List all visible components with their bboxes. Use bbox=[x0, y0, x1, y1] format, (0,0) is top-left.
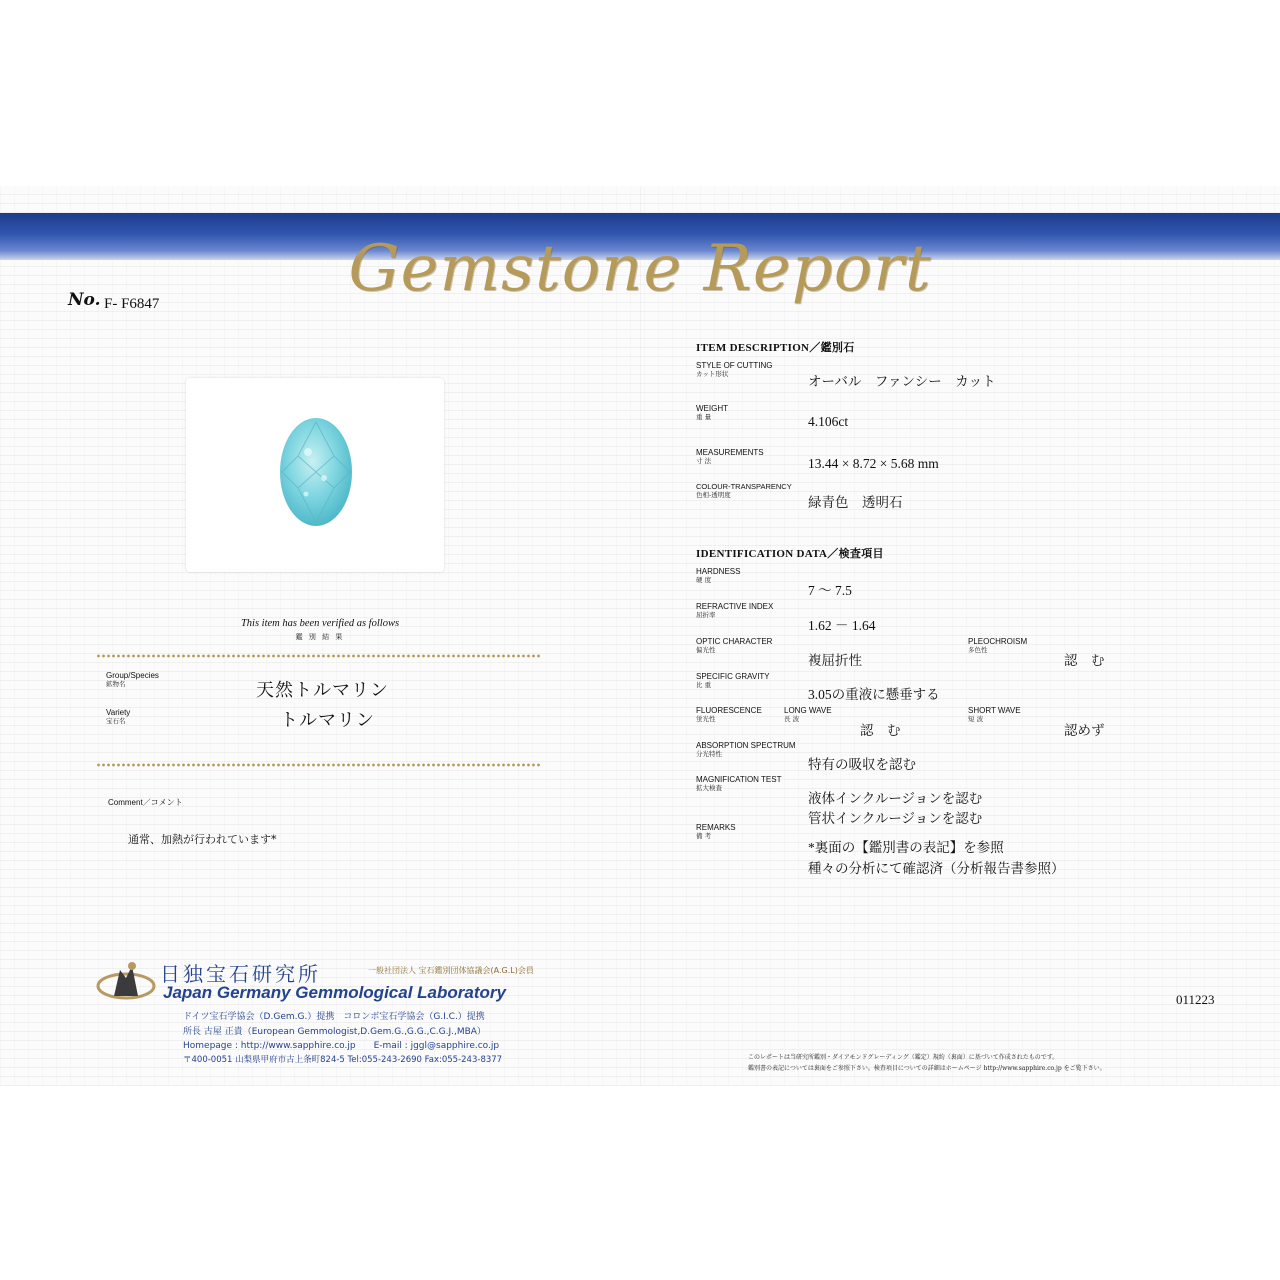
comment-value: 通常、加熱が行われています* bbox=[128, 833, 277, 846]
optic-label: OPTIC CHARACTER bbox=[696, 637, 773, 646]
long-wave-label-jp: 長 波 bbox=[784, 715, 800, 723]
lab-affiliation: ドイツ宝石学協会（D.Gem.G.）提携 コロンボ宝石学協会（G.I.C.）提携 bbox=[183, 1012, 485, 1022]
gravity-label-jp: 比 重 bbox=[696, 681, 712, 689]
weight-label: WEIGHT bbox=[696, 404, 728, 413]
verified-caption-jp: 鑑 別 結 果 bbox=[295, 633, 345, 641]
pleochroism-label-jp: 多色性 bbox=[968, 646, 988, 654]
hardness-value: 7 〜 7.5 bbox=[808, 583, 852, 598]
variety-value: トルマリン bbox=[280, 710, 375, 731]
remarks-label-jp: 備 考 bbox=[696, 832, 712, 840]
hardness-label-jp: 硬 度 bbox=[696, 576, 712, 584]
refractive-label-jp: 屈折率 bbox=[696, 611, 716, 619]
short-wave-value: 認めず bbox=[1064, 723, 1105, 738]
lab-name-en: Japan Germany Gemmological Laboratory bbox=[163, 983, 506, 1002]
fluorescence-label-jp: 蛍光性 bbox=[696, 715, 716, 723]
verified-caption: This item has been verified as follows bbox=[240, 618, 400, 629]
lab-logo-icon bbox=[96, 956, 156, 1006]
lab-contact: Homepage : http://www.sapphire.co.jp E-mail : jggl@sapphire.co.jp bbox=[183, 1041, 500, 1051]
pleochroism-value: 認 む bbox=[1064, 653, 1105, 668]
gemstone-image bbox=[278, 416, 354, 528]
gravity-label: SPECIFIC GRAVITY bbox=[696, 672, 770, 681]
item-description-title: ITEM DESCRIPTION／鑑別石 bbox=[696, 342, 855, 354]
short-wave-label-jp: 短 波 bbox=[968, 715, 984, 723]
long-wave-value: 認 む bbox=[860, 723, 901, 738]
refractive-value: 1.62 － 1.64 bbox=[808, 618, 876, 633]
magnification-value-2: 管状インクルージョンを認む bbox=[808, 811, 983, 826]
colour-label: COLOUR-TRANSPARENCY bbox=[696, 482, 792, 491]
fluorescence-label: FLUORESCENCE bbox=[696, 706, 762, 715]
pleochroism-label: PLEOCHROISM bbox=[968, 637, 1028, 646]
group-value: 天然トルマリン bbox=[256, 680, 389, 701]
optic-label-jp: 偏光性 bbox=[696, 646, 716, 654]
report-code: 011223 bbox=[1176, 992, 1215, 1007]
absorption-label: ABSORPTION SPECTRUM bbox=[696, 741, 796, 750]
comment-label: Comment／コメント bbox=[108, 798, 183, 807]
report-number: F- F6847 bbox=[104, 296, 160, 312]
group-label: Group/Species bbox=[106, 671, 159, 680]
remarks-value-1: *裏面の【鑑別書の表記】を参照 bbox=[808, 840, 1004, 855]
footer-note-2: 鑑別書の表記については裏面をご参照下さい。検査項目についての詳細はホームページ http://www.sapphire.co.jp をご覧下さい。 bbox=[748, 1065, 1106, 1072]
gemstone-photo bbox=[186, 378, 444, 572]
style-label-jp: カット形状 bbox=[696, 370, 729, 378]
magnification-label: MAGNIFICATION TEST bbox=[696, 775, 782, 784]
long-wave-label: LONG WAVE bbox=[784, 706, 832, 715]
remarks-label: REMARKS bbox=[696, 823, 736, 832]
magnification-value-1: 液体インクルージョンを認む bbox=[808, 791, 983, 806]
group-label-jp: 鉱物名 bbox=[106, 680, 126, 688]
lab-director: 所長 古屋 正貴（European Gemmologist,D.Gem.G.,G.G.,C.G.J.,MBA） bbox=[183, 1027, 486, 1037]
short-wave-label: SHORT WAVE bbox=[968, 706, 1021, 715]
variety-label: Variety bbox=[106, 708, 131, 717]
lab-name-jp: 日独宝石研究所 bbox=[160, 962, 321, 986]
colour-value: 緑青色 透明石 bbox=[808, 495, 903, 510]
measurements-label: MEASUREMENTS bbox=[696, 448, 764, 457]
remarks-value-2: 種々の分析にて確認済（分析報告書参照） bbox=[808, 861, 1065, 876]
report-title: Gemstone Report bbox=[348, 232, 932, 306]
identification-title: IDENTIFICATION DATA／検査項目 bbox=[696, 548, 884, 560]
lab-address: 〒400-0051 山梨県甲府市古上条町824-5 Tel:055-243-2690 Fax:055-243-8377 bbox=[183, 1055, 503, 1065]
footer-note-1: このレポートは当研究所鑑別・ダイアモンドグレーディング（鑑定）規約（裏面）に基づいて作成されたものです。 bbox=[748, 1054, 1059, 1061]
fold-line bbox=[640, 186, 641, 1086]
style-label: STYLE OF CUTTING bbox=[696, 361, 773, 370]
measurements-value: 13.44 × 8.72 × 5.68 mm bbox=[808, 456, 939, 471]
absorption-label-jp: 分光特性 bbox=[696, 750, 722, 758]
measurements-label-jp: 寸 法 bbox=[696, 457, 712, 465]
weight-value: 4.106ct bbox=[808, 414, 849, 429]
refractive-label: REFRACTIVE INDEX bbox=[696, 602, 774, 611]
style-value: オーバル ファンシー カット bbox=[808, 374, 996, 389]
lab-association: 一般社団法人 宝石鑑別団体協議会(A.G.L)会員 bbox=[368, 966, 534, 975]
variety-label-jp: 宝石名 bbox=[106, 717, 126, 725]
divider-bottom bbox=[96, 763, 540, 767]
report-number-label: No. bbox=[68, 290, 101, 310]
absorption-value: 特有の吸収を認む bbox=[808, 757, 916, 772]
optic-value: 複屈折性 bbox=[808, 653, 862, 668]
colour-label-jp: 色相-透明度 bbox=[696, 491, 731, 499]
hardness-label: HARDNESS bbox=[696, 567, 741, 576]
gravity-value: 3.05の重液に懸垂する bbox=[808, 687, 940, 702]
divider-top bbox=[96, 654, 540, 658]
magnification-label-jp: 拡大検査 bbox=[696, 784, 722, 792]
weight-label-jp: 重 量 bbox=[696, 413, 712, 421]
certificate-sheet bbox=[0, 186, 1280, 1086]
